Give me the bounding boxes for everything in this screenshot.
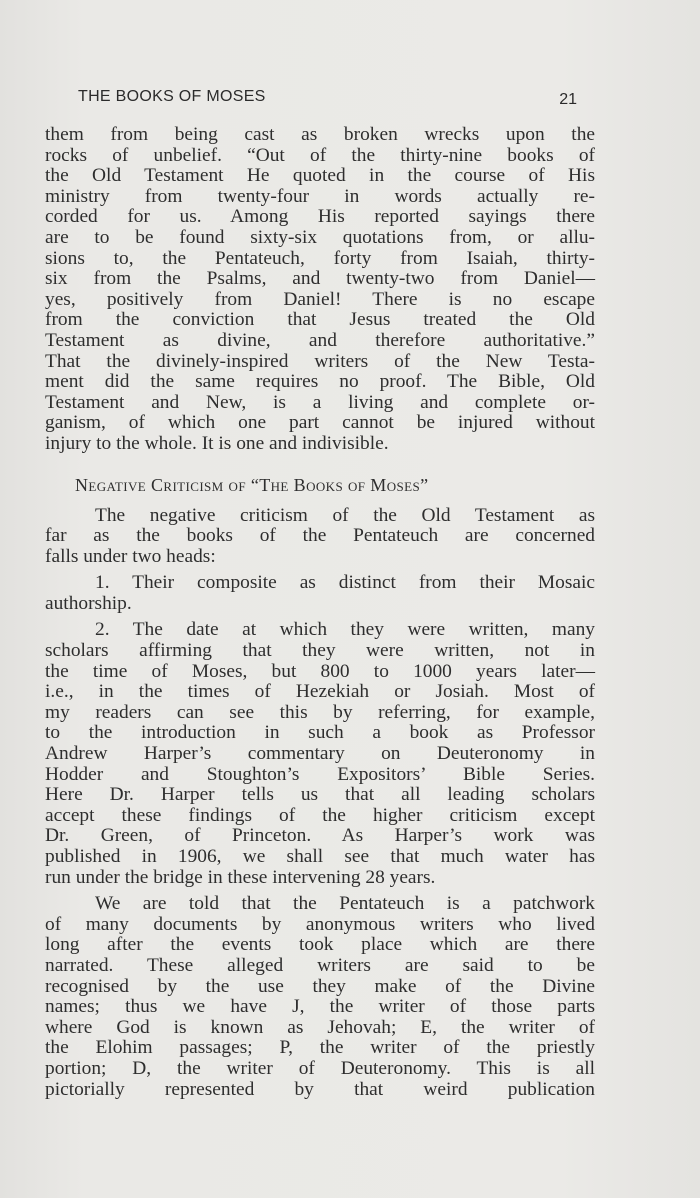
text-line: where God is known as Jehovah; E, the writer of xyxy=(45,1016,595,1038)
text-line: Here Dr. Harper tells us that all leading scholars xyxy=(45,784,595,806)
text-line: Testament and New, is a living and complete or- xyxy=(45,391,595,413)
text-line: Andrew Harper’s commentary on Deuteronomy in xyxy=(45,743,595,765)
text-line: the time of Moses, but 800 to 1000 years later— xyxy=(45,660,595,682)
text-line: ment did the same requires no proof. The Bible, Old xyxy=(45,371,595,393)
text-line: injury to the whole. It is one and indivisible. xyxy=(45,432,389,454)
paragraph-patchwork xyxy=(45,894,595,1100)
text-line: accept these findings of the higher criticism except xyxy=(45,804,595,826)
text-line: scholars affirming that they were written, not in xyxy=(45,640,595,662)
text-line: run under the bridge in these intervening 28 years. xyxy=(45,866,436,888)
text-line: The negative criticism of the Old Testament as xyxy=(95,504,595,526)
text-line: corded for us. Among His reported sayings there xyxy=(45,206,595,228)
text-line: of many documents by anonymous writers who lived xyxy=(45,913,595,935)
section-heading: Negative Criticism of “The Books of Moses” xyxy=(75,474,429,495)
text-line: names; thus we have J, the writer of those parts xyxy=(45,996,595,1018)
text-line: yes, positively from Daniel! There is no escape xyxy=(45,288,595,310)
text-line: long after the events took place which are there xyxy=(45,934,595,956)
text-line: far as the books of the Pentateuch are concerned xyxy=(45,525,595,547)
running-title: THE BOOKS OF MOSES xyxy=(78,88,266,105)
text-line: Dr. Green, of Princeton. As Harper’s work was xyxy=(45,825,595,847)
text-line: my readers can see this by referring, for example, xyxy=(45,701,595,723)
text-line: the Old Testament He quoted in the course of His xyxy=(45,165,595,187)
text-line: falls under two heads: xyxy=(45,545,216,567)
paragraph-two-heads xyxy=(45,506,595,568)
text-line: recognised by the use they make of the Divine xyxy=(45,975,595,997)
text-line: rocks of unbelief. “Out of the thirty-nine books of xyxy=(45,144,595,166)
text-line: to the introduction in such a book as Professor xyxy=(45,722,595,744)
text-line: portion; D, the writer of Deuteronomy. This is all xyxy=(45,1057,595,1079)
text-line: pictorially represented by that weird publication xyxy=(45,1078,595,1100)
text-line: them from being cast as broken wrecks upon the xyxy=(45,124,595,145)
page-header xyxy=(78,88,577,112)
text-line: six from the Psalms, and twenty-two from Daniel— xyxy=(45,268,595,290)
paragraph-point-two xyxy=(45,620,595,888)
text-line: ministry from twenty-four in words actually re- xyxy=(45,185,595,207)
text-line: are to be found sixty-six quotations from, or allu- xyxy=(45,226,595,248)
text-line: sions to, the Pentateuch, forty from Isaiah, thirty- xyxy=(45,247,595,269)
text-line: i.e., in the times of Hezekiah or Josiah. Most of xyxy=(45,681,595,703)
text-line: We are told that the Pentateuch is a patchwork xyxy=(95,893,595,915)
paragraph-point-one xyxy=(45,573,595,614)
text-line: Testament as divine, and therefore authoritative.” xyxy=(45,329,595,351)
text-line: That the divinely-inspired writers of the New Testa- xyxy=(45,350,595,372)
text-line: narrated. These alleged writers are said to be xyxy=(45,954,595,976)
text-line: from the conviction that Jesus treated the Old xyxy=(45,309,595,331)
page-number: 21 xyxy=(559,91,577,108)
text-line: ganism, of which one part cannot be injured without xyxy=(45,412,595,434)
opening-paragraph xyxy=(45,125,595,455)
text-line: 1. Their composite as distinct from their Mosaic xyxy=(95,572,595,594)
text-line: authorship. xyxy=(45,592,132,614)
text-line: 2. The date at which they were written, many xyxy=(95,619,595,641)
text-line: published in 1906, we shall see that much water has xyxy=(45,846,595,867)
body-text xyxy=(45,125,595,1100)
text-line: Hodder and Stoughton’s Expositors’ Bible Series. xyxy=(45,763,595,785)
text-line: the Elohim passages; P, the writer of the priestly xyxy=(45,1037,595,1059)
